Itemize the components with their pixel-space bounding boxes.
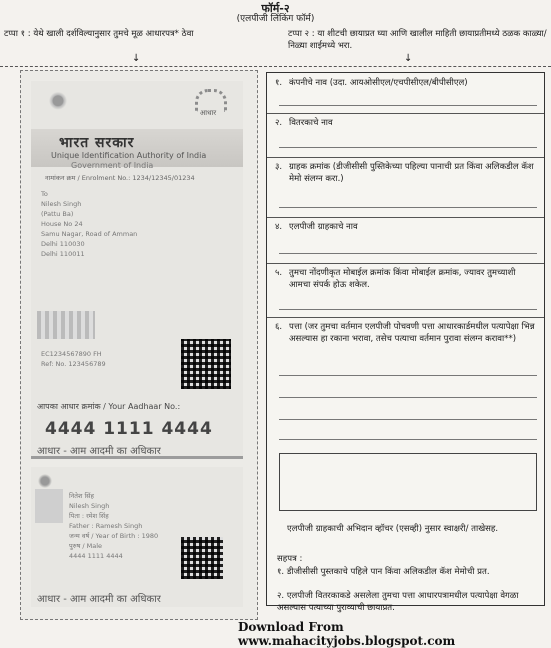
field-label: तुमचा नोंदणीकृत मोबाईल क्रमांक किंवा मोबाईल क्रमांक, ज्यावर तुमच्याशी आमचा संपर्क होऊ शकेल. (289, 268, 516, 290)
address-block: To Nilesh Singh (Pattu Ba) House No 24 Samu Nagar, Road of Amman Delhi 110030 Delhi 110011 (41, 190, 138, 258)
field-consumer-number[interactable] (267, 157, 544, 218)
uid-authority: Unique Identification Authority of India (51, 151, 207, 160)
fill-line (279, 105, 537, 106)
fill-line (279, 419, 537, 420)
card-holder-info: नितेश सिंह Nilesh Singh पिता : रमेश सिंह Father : Ramesh Singh जन्म वर्ष / Year of Birth : 1980 पुरुष / Male 4444 1111 4444 (69, 492, 159, 560)
field-number: १. (275, 78, 283, 88)
fill-line (279, 375, 537, 376)
arrow-down-icon: ↓ (404, 53, 413, 64)
aadhaar-card-small (31, 467, 243, 607)
step-1-instruction: टप्पा १ : येथे खाली दर्शविल्यानुसार तुमचे मूळ आधारपत्र* ठेवा (4, 29, 194, 39)
reference-info: EC1234567890 FH Ref: No. 123456789 (41, 350, 106, 368)
field-label: कंपनीचे नाव (उदा. आयओसीएल/एचपीसीएल/बीपीसीएल) (289, 78, 468, 88)
aadhaar-card-area (20, 70, 258, 620)
signature-box[interactable] (279, 453, 537, 511)
photo-strip (37, 311, 95, 339)
aadhaar-logo (187, 87, 229, 121)
your-aadhaar-label: आपका आधार क्रमांक / Your Aadhaar No.: (37, 402, 181, 411)
enrolment-number: नामांकन क्रम / Enrolment No.: 1234/12345/01234 (45, 174, 195, 182)
qr-code-icon (181, 339, 231, 389)
field-consumer-name[interactable] (267, 217, 544, 264)
download-link[interactable]: Download From www.mahacityjobs.blogspot.com (238, 620, 456, 648)
field-mobile-number[interactable] (267, 263, 544, 318)
field-number: ३. (275, 162, 283, 172)
qr-code-icon (181, 537, 223, 579)
national-emblem-icon (47, 91, 69, 119)
field-number: ५. (275, 268, 283, 278)
fill-line (279, 309, 537, 310)
field-distributor-name[interactable] (267, 113, 544, 158)
fill-line (279, 207, 537, 208)
fill-line (279, 397, 537, 398)
field-label: पत्ता (जर तुमचा वर्तमान एलपीजी पोचवणी पत्ता आधारकार्डमधील पत्यापेक्षा भिन्न असल्यास हा रकाना भरावा, तसेच पत्याचा वर्तमान पुरावा संलग्न करावा**) (289, 322, 535, 344)
field-number: २. (275, 118, 283, 128)
field-label: एलपीजी ग्राहकाचे नाव (289, 222, 358, 232)
aadhaar-number: 4444 1111 4444 (45, 419, 213, 439)
enclosure-item: २. एलपीजी वितरकाकडे असलेला तुमचा पत्ता आधारपत्रामधील पत्यापेक्षा वेगळा असल्यास पत्याच्या पुराव्याची छायाप्रत. (277, 591, 519, 613)
enclosure-item: १. डीजीसीसी पुस्तकाचे पहिले पान किंवा अलिकडील कॅश मेमोची प्रत. (277, 567, 490, 577)
step-2-instruction: टप्पा २ : या शीटची छायाप्रत घ्या आणि खालील माहिती छायाप्रतीमध्ये ठळक काळ्या/निळ्या शाईमध्ये भरा. (288, 29, 547, 51)
govt-title: भारत सरकार (59, 135, 135, 151)
field-number: ६. (275, 322, 283, 332)
form-subtitle: (एलपीजी लिंकिंग फॉर्म) (236, 14, 315, 24)
field-number: ४. (275, 222, 283, 232)
fill-line (279, 439, 537, 440)
field-address[interactable] (267, 317, 544, 445)
avatar (35, 489, 63, 523)
lpg-linking-form (266, 72, 545, 613)
fill-line (279, 147, 537, 148)
fill-line (279, 253, 537, 254)
field-company-name[interactable] (267, 73, 544, 114)
enclosures-title: सहपत्र : (277, 554, 303, 564)
govt-of-india: Government of India (71, 161, 154, 170)
aadhaar-slogan: आधार - आम आदमी का अधिकार (37, 594, 161, 605)
arrow-down-icon: ↓ (132, 53, 141, 64)
cut-line (0, 66, 551, 67)
field-label: वितरकाचे नाव (289, 118, 333, 128)
signature-label: एलपीजी ग्राहकाची अभिदान व्हॉचर (एसव्ही) नुसार स्वाक्षरी/ ताखेसह. (287, 524, 499, 534)
divider (31, 456, 243, 459)
form-title: फॉर्म-२ (261, 2, 290, 15)
aadhaar-letter (31, 81, 243, 459)
aadhaar-logo-text: आधार (199, 109, 217, 117)
aadhaar-slogan: आधार - आम आदमी का अधिकार (37, 446, 161, 457)
field-label: ग्राहक क्रमांक (डीजीसीसी पुस्तिकेच्या पहिल्या पानाची प्रत किंवा अलिकडील कॅश मेमो संलग्न करा.) (289, 162, 534, 184)
